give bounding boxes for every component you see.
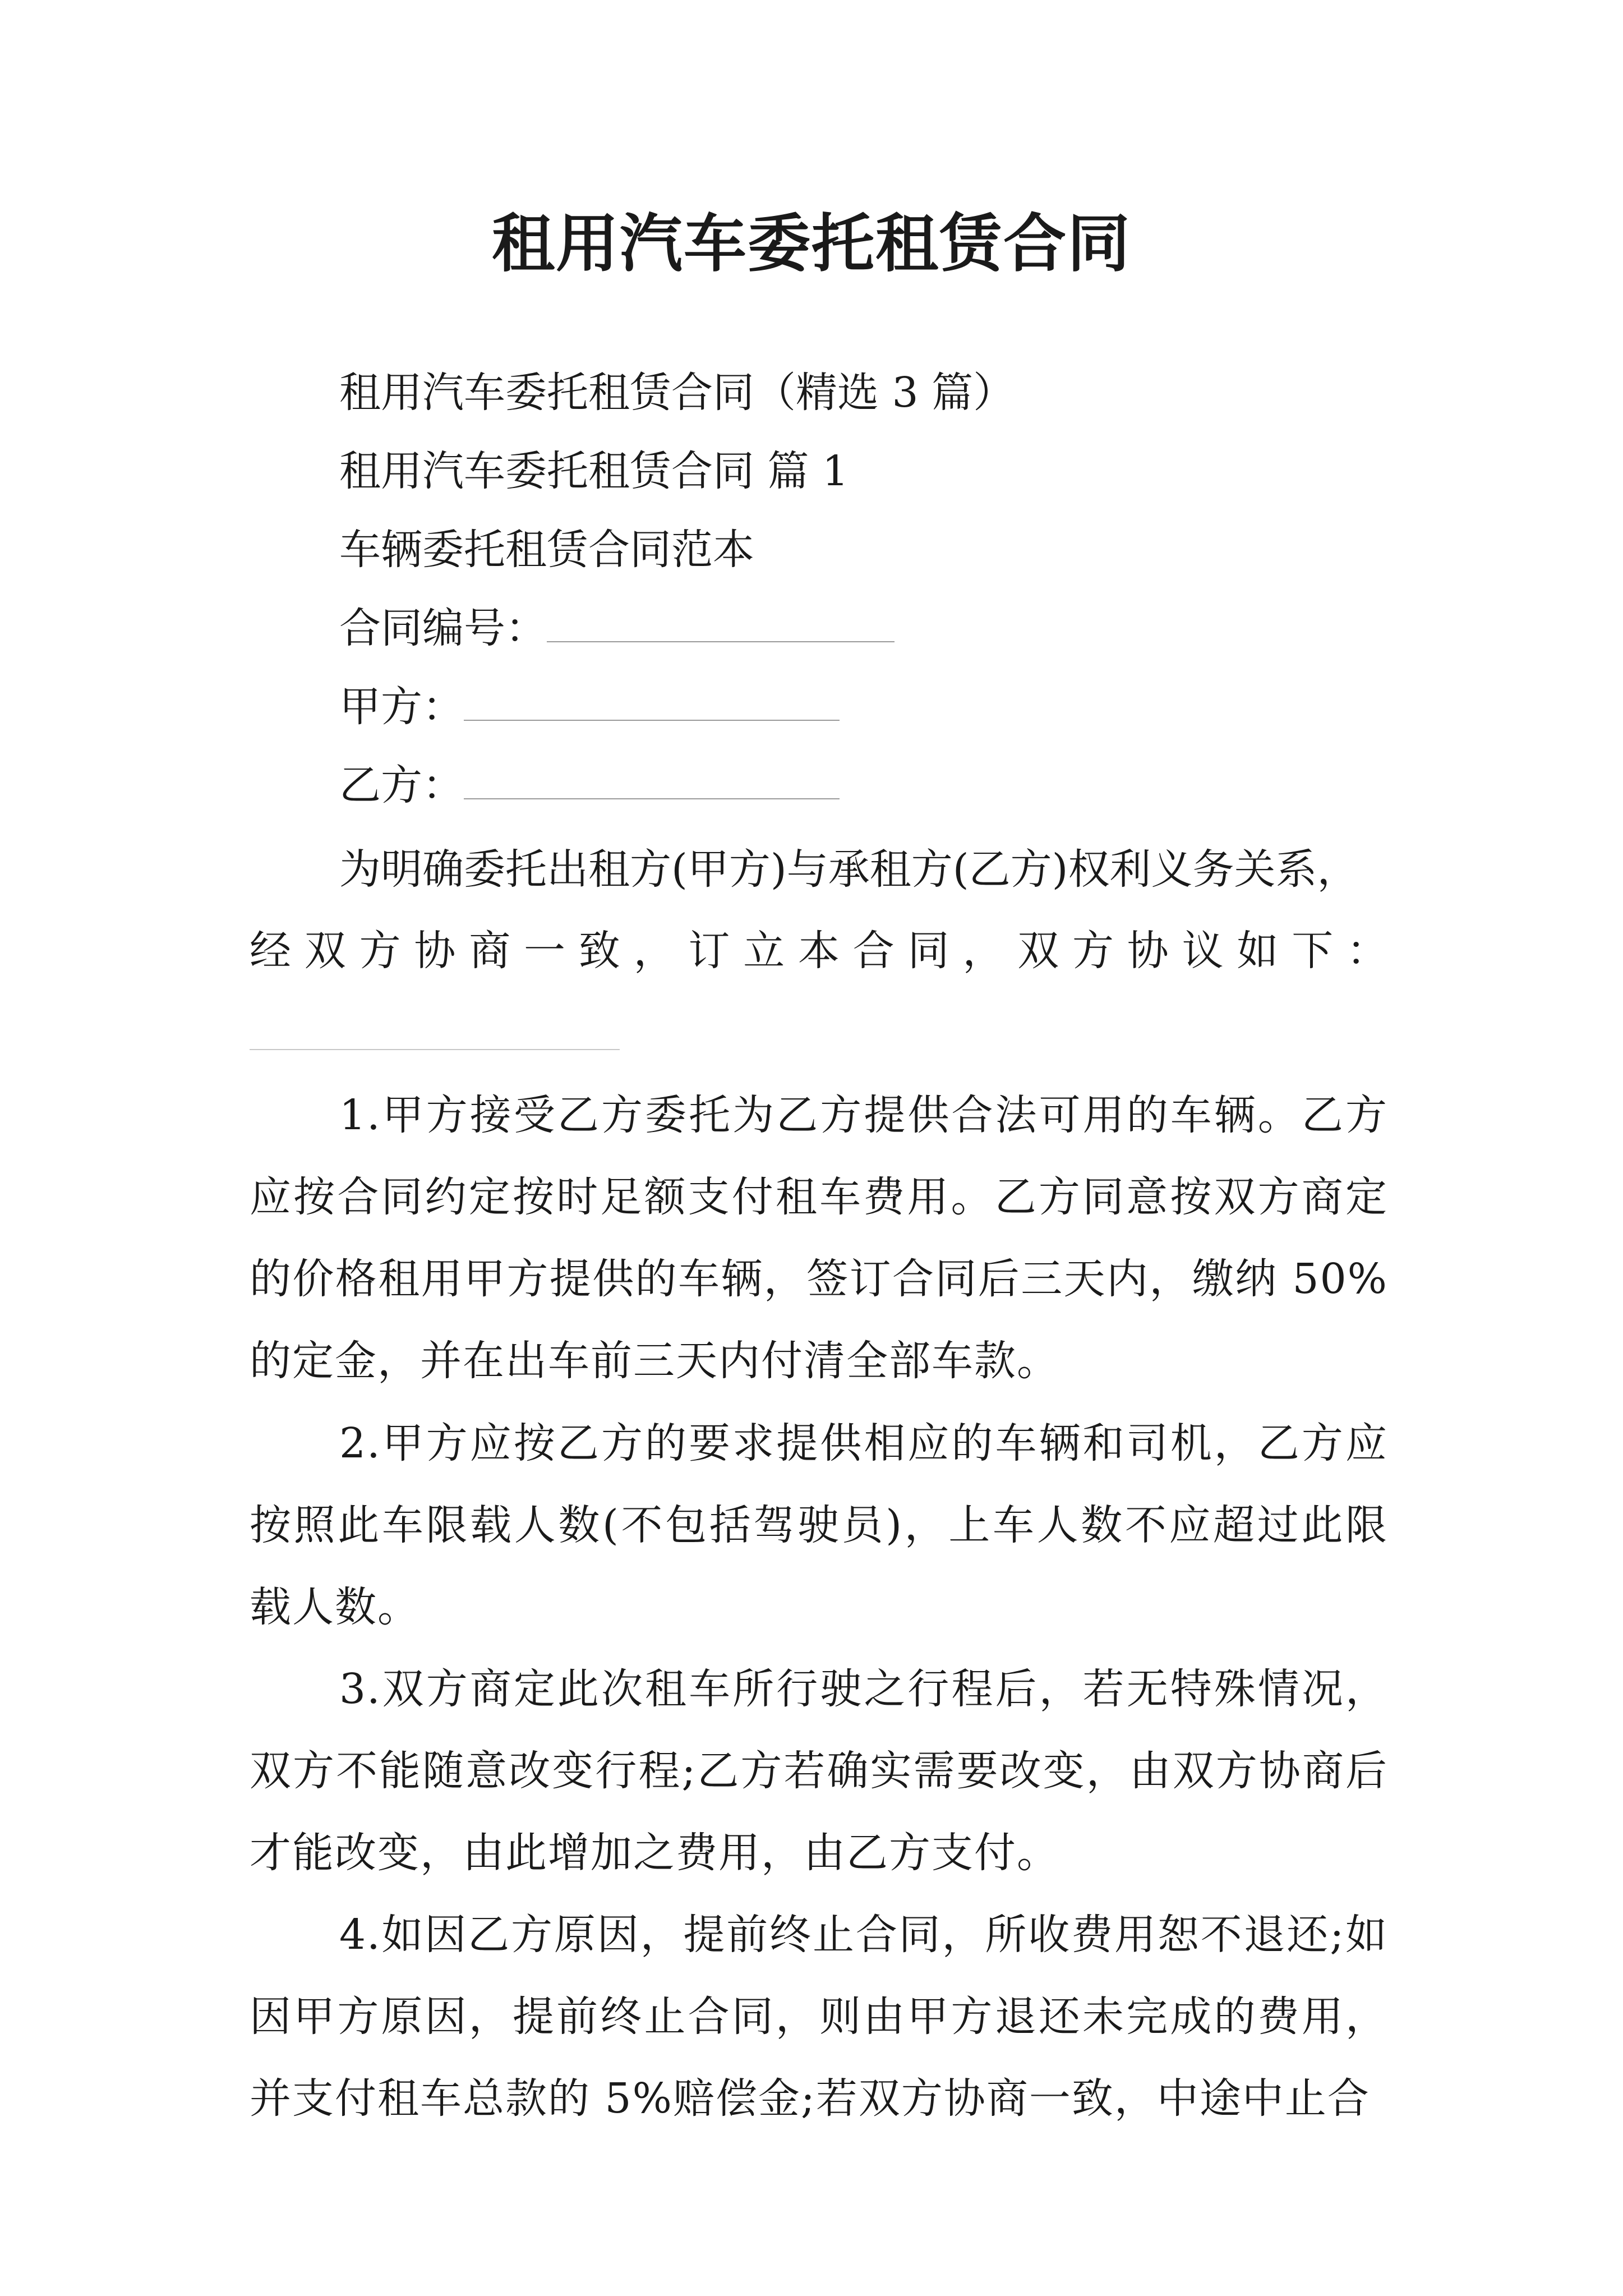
party-a-label: 甲方：: [339, 683, 464, 731]
party-a-blank: [464, 685, 840, 721]
section-heading: 租用汽车委托租赁合同 篇 1: [339, 447, 849, 495]
party-a-field: [339, 682, 840, 732]
document-title: 租用汽车委托租赁合同: [492, 207, 1131, 280]
party-b-blank: [464, 763, 840, 799]
intro-line-1: 为明确委托出租方(甲方)与承租方(乙方)权利义务关系，: [339, 845, 1359, 894]
contract-number-field: [339, 603, 895, 654]
template-name: 车辆委托租赁合同范本: [339, 526, 754, 574]
section-divider: [250, 1049, 620, 1050]
clause-4: 4.如因乙方原因，提前终止合同，所收费用恕不退还;如因甲方原因，提前终止合同，则由甲方退还未完成的费用，并支付租车总款的 5%赔偿金;若双方协商一致，中途中止合: [250, 1911, 1388, 2123]
document-subtitle: 租用汽车委托租赁合同（精选 3 篇）: [339, 369, 1015, 417]
clause-2: 2.甲方应按乙方的要求提供相应的车辆和司机，乙方应按照此车限载人数(不包括驾驶员)，上车人数不应超过此限载人数。: [250, 1419, 1388, 1631]
intro-line-2: 经双方协商一致，订立本合同，双方协议如下：: [250, 927, 1388, 975]
clause-3: 3.双方商定此次租车所行驶之行程后，若无特殊情况，双方不能随意改变行程;乙方若确实需要改变，由双方协商后才能改变，由此增加之费用，由乙方支付。: [250, 1665, 1388, 1877]
clause-1: 1.甲方接受乙方委托为乙方提供合法可用的车辆。乙方应按合同约定按时足额支付租车费用。乙方同意按双方商定的价格租用甲方提供的车辆，签订合同后三天内，缴纳 50%的定金，并在出车前三天内付清全部车款。: [250, 1091, 1388, 1385]
party-b-field: [339, 760, 840, 811]
contract-number-blank: [547, 606, 895, 642]
contract-number-label: 合同编号：: [339, 604, 547, 652]
party-b-label: 乙方：: [339, 761, 464, 809]
